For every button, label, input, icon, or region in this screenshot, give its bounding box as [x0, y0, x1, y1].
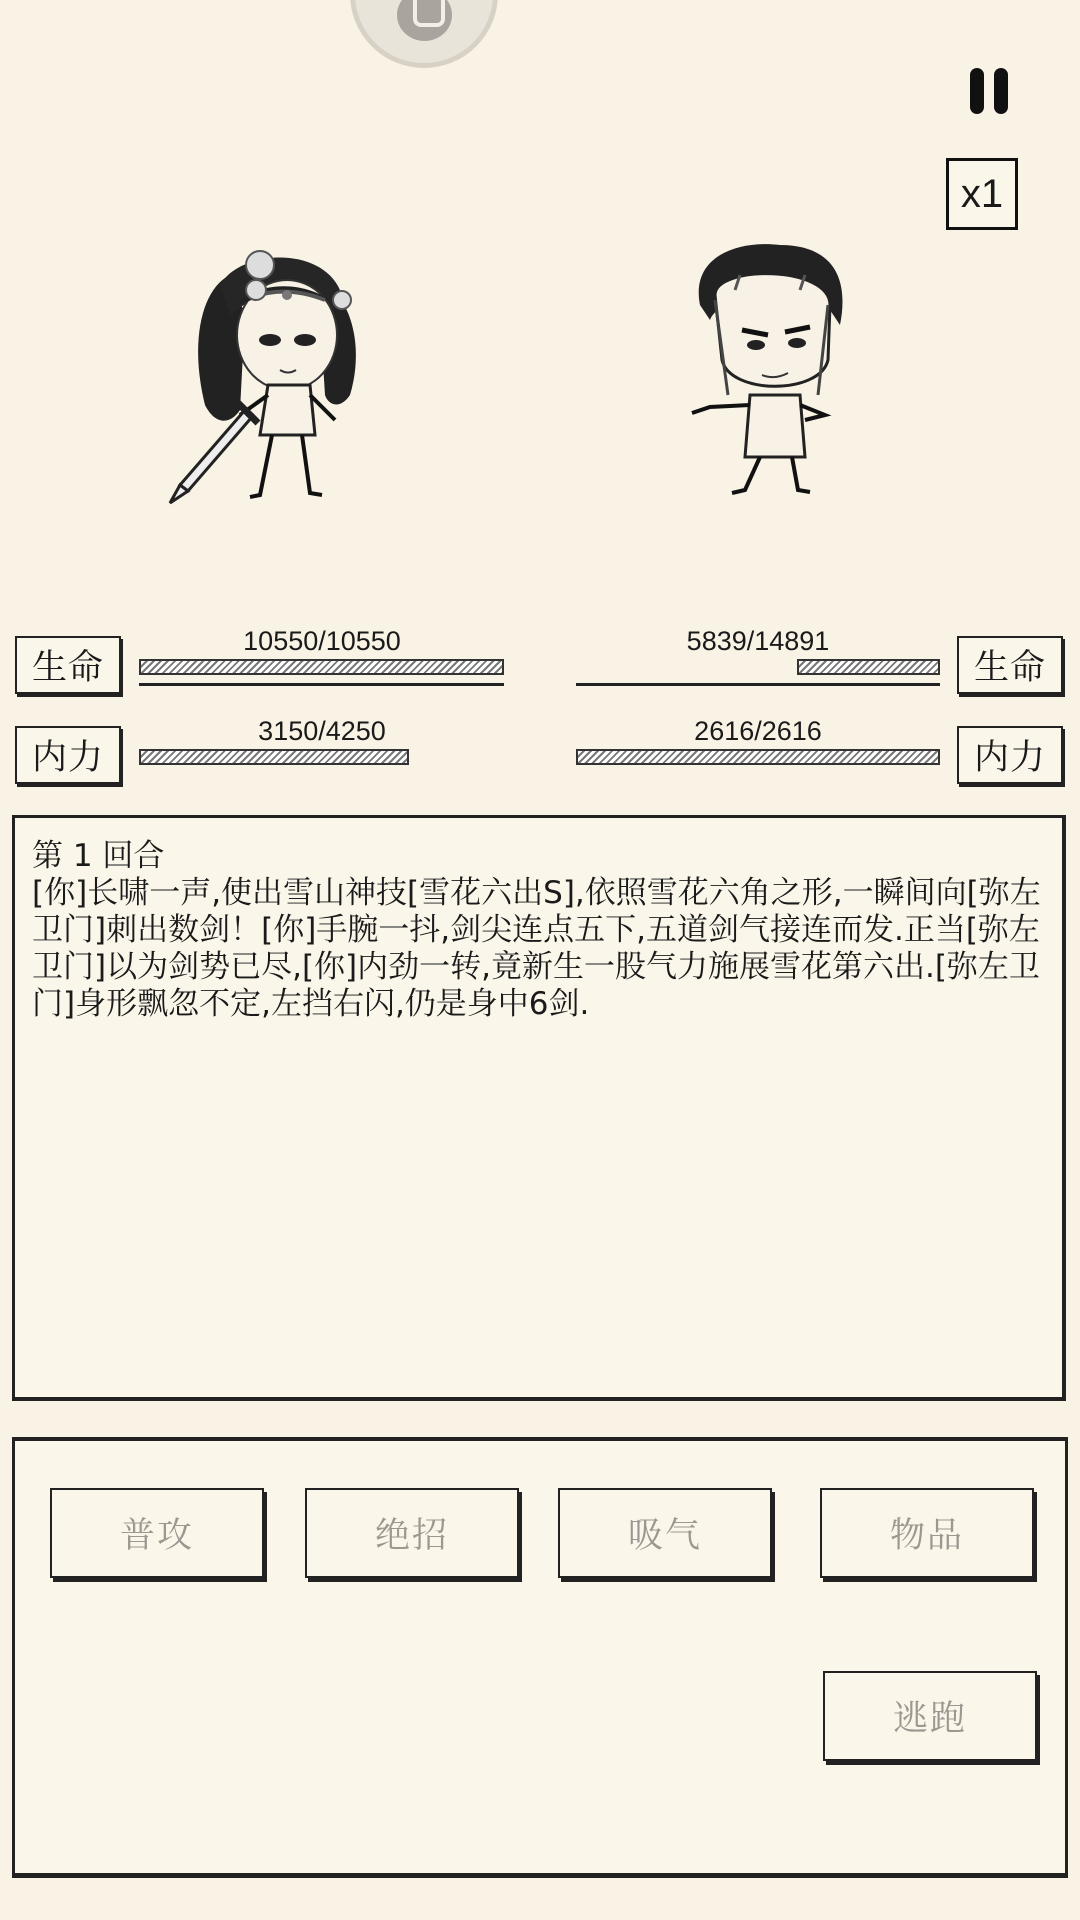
- battle-log-message: [你]长啸一声,使出雪山神技[雪花六出S],依照雪花六角之形,一瞬间向[弥左卫门]刺出数剑！[你]手腕一抖,剑尖连点五下,五道剑气接连而发.正当[弥左卫门]以为剑势已尽,[你]内劲一转,竟新生一股气力施展雪花第六出.[弥左卫门]身形飘忽不定,左挡右闪,仍是身中6剑.: [32, 875, 1041, 1022]
- items-button[interactable]: 物品: [820, 1488, 1034, 1578]
- special-skill-button[interactable]: 绝招: [305, 1488, 519, 1578]
- action-panel: [12, 1437, 1068, 1878]
- enemy-mp-label: 内力: [957, 726, 1063, 784]
- battle-log-panel[interactable]: [12, 815, 1066, 1401]
- enemy-mp-value: 2616/2616: [694, 716, 822, 746]
- enemy-character-sprite: [680, 235, 870, 500]
- breathe-button[interactable]: 吸气: [558, 1488, 772, 1578]
- enemy-hp-value: 5839/14891: [686, 626, 830, 656]
- enemy-hp-label: 生命: [957, 636, 1063, 694]
- player-hp-label: 生命: [15, 636, 121, 694]
- flee-button[interactable]: 逃跑: [823, 1671, 1037, 1761]
- skill-orb-button[interactable]: [350, 0, 498, 68]
- player-hp-value: 10550/10550: [243, 626, 401, 656]
- battle-round-title: 第 1 回合: [32, 838, 165, 874]
- player-character-sprite: [160, 235, 420, 510]
- pause-button[interactable]: [966, 68, 1016, 116]
- normal-attack-button[interactable]: 普攻: [50, 1488, 264, 1578]
- speed-toggle-button[interactable]: x1: [946, 158, 1018, 230]
- enemy-hp-track: [576, 683, 940, 686]
- player-hp-track: [139, 683, 504, 686]
- player-hp-bar: [139, 659, 504, 675]
- enemy-hp-bar: [797, 659, 940, 675]
- player-mp-value: 3150/4250: [258, 716, 386, 746]
- player-mp-label: 内力: [15, 726, 121, 784]
- player-mp-bar: [139, 749, 409, 765]
- enemy-mp-bar: [576, 749, 940, 765]
